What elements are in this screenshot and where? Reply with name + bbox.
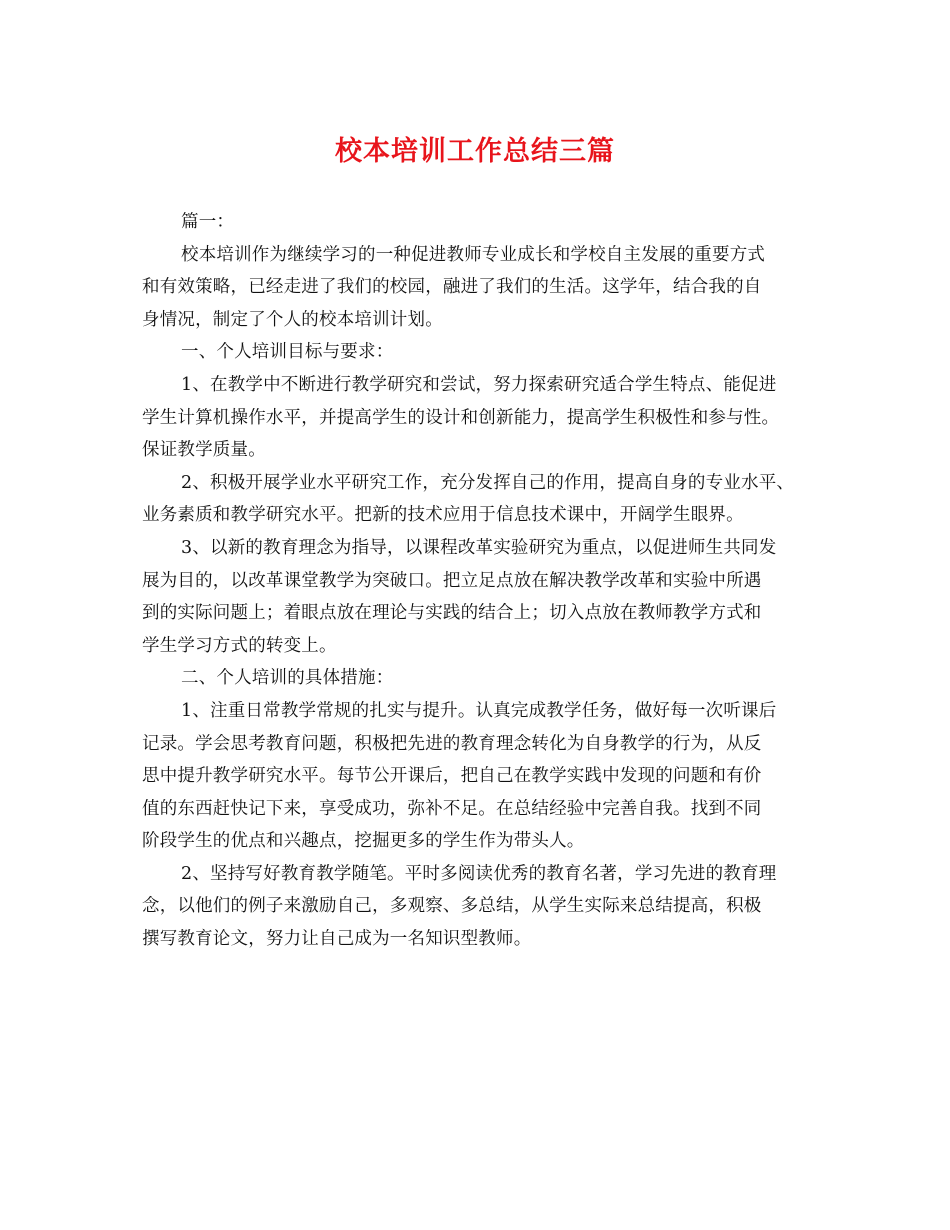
text-line: 2、坚持写好教育教学随笔。平时多阅读优秀的教育名著，学习先进的教育理 [181,863,777,884]
text-line: 记录。学会思考教育问题，积极把先进的教育理念转化为自身教学的行为，从反 [142,733,762,754]
text-line: 2、积极开展学业水平研究工作，充分发挥自己的作用，提高自身的专业水平、 [181,472,795,493]
text-line: 和有效策略，已经走进了我们的校园，融进了我们的生活。这学年，结合我的自 [142,277,762,298]
text-line: 1、注重日常教学常规的扎实与提升。认真完成教学任务，做好每一次听课后 [181,700,777,721]
text-line: 二、个人培训的具体措施： [181,668,394,689]
text-line: 撰写教育论文，努力让自己成为一名知识型教师。 [142,929,532,950]
text-line: 展为目的，以改革课堂教学为突破口。把立足点放在解决教学改革和实验中所遇 [142,570,762,591]
text-line: 思中提升教学研究水平。每节公开课后，把自己在教学实践中发现的问题和有价 [142,766,762,787]
text-line: 学生学习方式的转变上。 [142,635,337,656]
text-line: 3、以新的教育理念为指导，以课程改革实验研究为重点，以促进师生共同发 [181,537,777,558]
text-line: 身情况，制定了个人的校本培训计划。 [142,309,443,330]
text-line: 1、在教学中不断进行教学研究和尝试，努力探索研究适合学生特点、能促进 [181,374,777,395]
text-line: 一、个人培训目标与要求： [181,342,394,363]
text-line: 阶段学生的优点和兴趣点，挖掘更多的学生作为带头人。 [142,831,585,852]
text-line: 保证教学质量。 [142,440,266,461]
text-line: 学生计算机操作水平，并提高学生的设计和创新能力，提高学生积极性和参与性。 [142,407,780,428]
document-body [142,206,822,956]
text-line: 到的实际问题上；着眼点放在理论与实践的结合上；切入点放在教师教学方式和 [142,603,762,624]
text-line: 念，以他们的例子来激励自己，多观察、多总结，从学生实际来总结提高，积极 [142,896,762,917]
document-title: 校本培训工作总结三篇 [335,136,615,167]
text-line: 值的东西赶快记下来，享受成功，弥补不足。在总结经验中完善自我。找到不同 [142,798,762,819]
text-line: 业务素质和教学研究水平。把新的技术应用于信息技术课中，开阔学生眼界。 [142,505,744,526]
text-line: 篇一： [181,212,235,232]
text-line: 校本培训作为继续学习的一种促进教师专业成长和学校自主发展的重要方式 [181,244,766,265]
